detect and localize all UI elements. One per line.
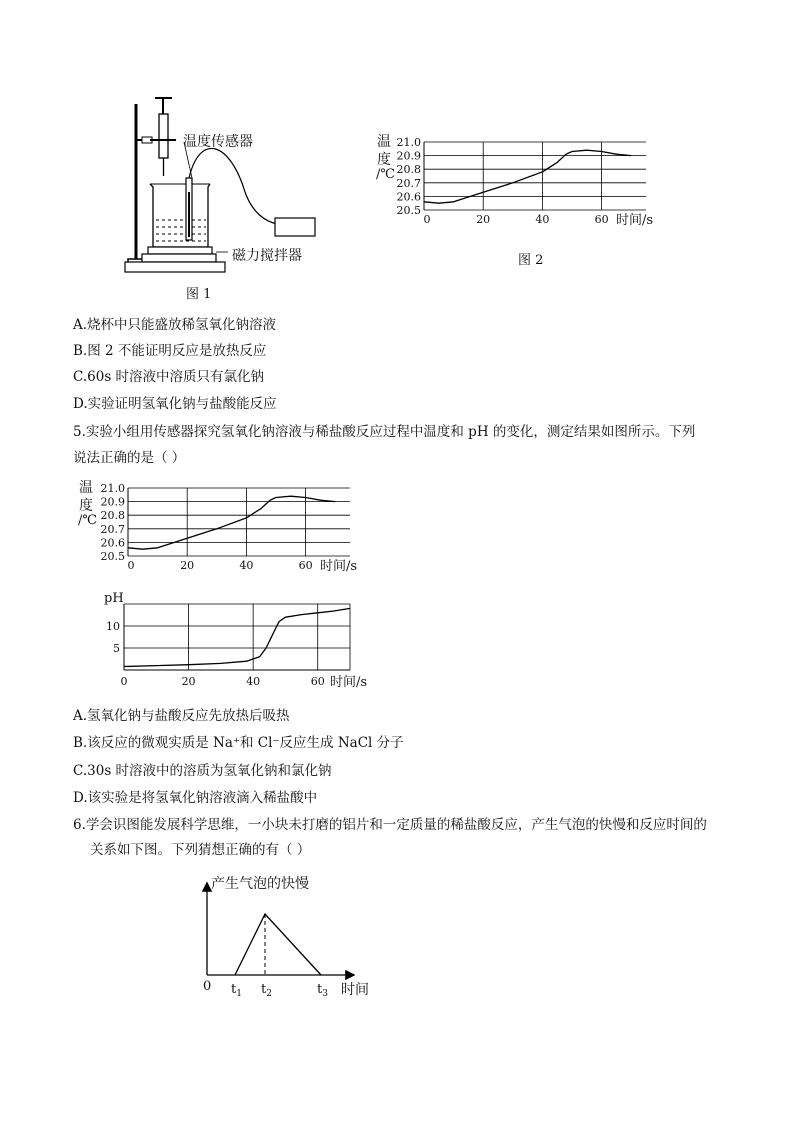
fig2-ytick-label: 20.7 xyxy=(396,176,421,190)
q5-ph-ytick-label: 10 xyxy=(106,620,120,633)
fig2-ylabel-3: /℃ xyxy=(376,167,395,182)
q6-bubble-rate-chart xyxy=(195,868,385,1003)
q5-ph-chart xyxy=(100,598,380,692)
q5-temp-xtick-label: 0 xyxy=(127,559,135,572)
q5-temp-ytick-label: 21.0 xyxy=(100,482,125,495)
figure-2-temperature-chart xyxy=(392,132,662,230)
q6-series-line xyxy=(235,914,321,975)
q6-stem-line2: 关系如下图。下列猜想正确的有（ ） xyxy=(90,842,311,858)
q4-option-b: B.图 2 不能证明反应是放热反应 xyxy=(73,343,267,359)
q5-temp-ytick-label: 20.7 xyxy=(100,522,125,536)
fig2-xtick-label: 60 xyxy=(594,213,609,226)
q5-option-a: A.氢氧化钠与盐酸反应先放热后吸热 xyxy=(73,708,290,724)
q5-ph-xtick-label: 20 xyxy=(181,675,196,688)
fig2-ytick-label: 20.6 xyxy=(396,190,421,204)
q5-ph-xtick-label: 60 xyxy=(310,675,325,688)
stirrer-label: 磁力搅拌器 xyxy=(232,248,302,264)
q5-temp-series-line xyxy=(128,496,335,549)
fig2-series-line xyxy=(424,150,631,203)
q6-tick-t2: $t_2$ xyxy=(261,982,272,999)
sensor-label: 温度传感器 xyxy=(183,134,253,150)
fig2-xtick-label: 20 xyxy=(476,213,491,226)
q5-stem-line2: 说法正确的是（ ） xyxy=(73,450,186,466)
q4-option-c: C.60s 时溶液中溶质只有氯化钠 xyxy=(73,369,265,385)
q6-stem-line1: 6.学会识图能发展科学思维，一小块未打磨的铝片和一定质量的稀盐酸反应，产生气泡的快慢和反应时间的 xyxy=(73,817,707,833)
q5-temp-ytick-label: 20.9 xyxy=(100,495,125,509)
q5-temp-ytick-label: 20.6 xyxy=(100,536,125,550)
q5-stem-line1: 5.实验小组用传感器探究氢氧化钠溶液与稀盐酸反应过程中温度和 pH 的变化，测定结果如图所示。下列 xyxy=(73,424,696,440)
q5-temp-ytick-label: 20.8 xyxy=(100,509,125,523)
q6-origin: 0 xyxy=(203,979,212,994)
q5-temp-xtick-label: 20 xyxy=(180,559,195,572)
fig2-ylabel-2: 度 xyxy=(377,152,391,168)
q5-temp-xtick-label: 40 xyxy=(239,559,254,572)
q5-temp-xtick-label: 60 xyxy=(298,559,313,572)
q5-temp-ytick-label: 20.5 xyxy=(100,550,125,563)
q5-ph-ylabel: pH xyxy=(104,591,124,606)
figure-2-caption: 图 2 xyxy=(518,253,544,268)
q5-temp-ylabel-1: 温 xyxy=(79,480,93,496)
q5-temperature-chart xyxy=(96,478,366,576)
q5-temp-ylabel-3: /℃ xyxy=(78,513,97,528)
q6-xlabel: 时间 xyxy=(341,982,369,998)
q5-temp-ylabel-2: 度 xyxy=(79,498,93,514)
fig2-ytick-label: 21.0 xyxy=(396,136,421,149)
fig2-ylabel-1: 温 xyxy=(377,134,391,150)
q6-ylabel: 产生气泡的快慢 xyxy=(211,876,309,892)
q5-temp-xlabel: 时间/s xyxy=(320,559,358,574)
fig2-xlabel: 时间/s xyxy=(616,213,654,228)
figure-1-caption: 图 1 xyxy=(186,287,212,302)
q5-ph-xtick-label: 40 xyxy=(246,675,261,688)
q4-option-a: A.烧杯中只能盛放稀氢氧化钠溶液 xyxy=(73,317,277,333)
q5-ph-series-line xyxy=(124,608,350,666)
q6-tick-t1: $t_1$ xyxy=(231,982,242,999)
q6-tick-t3: $t_3$ xyxy=(317,982,328,999)
q5-option-b: B.该反应的微观实质是 Na⁺和 Cl⁻反应生成 NaCl 分子 xyxy=(73,735,404,751)
q4-option-d: D.实验证明氢氧化钠与盐酸能反应 xyxy=(73,396,277,412)
fig2-ytick-label: 20.5 xyxy=(396,204,421,217)
fig2-ytick-label: 20.8 xyxy=(396,163,421,177)
q5-option-d: D.该实验是将氢氧化钠溶液滴入稀盐酸中 xyxy=(73,790,318,806)
fig2-xtick-label: 0 xyxy=(423,213,431,226)
q5-ph-xlabel: 时间/s xyxy=(330,675,368,690)
q5-ph-xtick-label: 0 xyxy=(120,675,128,688)
fig2-xtick-label: 40 xyxy=(535,213,550,226)
q5-ph-ytick-label: 5 xyxy=(113,642,120,655)
q5-option-c: C.30s 时溶液中的溶质为氢氧化钠和氯化钠 xyxy=(73,763,332,779)
fig2-ytick-label: 20.9 xyxy=(396,149,421,163)
figure-1-apparatus xyxy=(120,92,330,302)
